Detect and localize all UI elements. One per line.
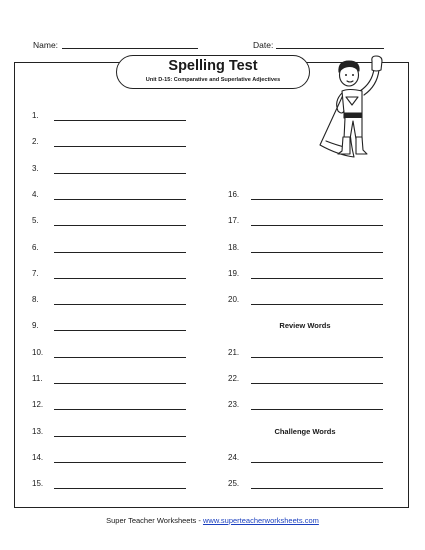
answer-line[interactable] bbox=[251, 199, 383, 200]
answer-line[interactable] bbox=[54, 120, 186, 121]
answer-number: 16. bbox=[228, 189, 240, 199]
answer-number: 9. bbox=[32, 321, 39, 331]
footer-separator: - bbox=[196, 516, 203, 525]
answer-line[interactable] bbox=[251, 409, 383, 410]
answer-line[interactable] bbox=[251, 278, 383, 279]
answer-line[interactable] bbox=[54, 488, 186, 489]
answer-number: 23. bbox=[228, 400, 240, 410]
date-field[interactable] bbox=[276, 48, 384, 49]
answer-number: 2. bbox=[32, 137, 39, 147]
answer-number: 17. bbox=[228, 216, 240, 226]
title-box bbox=[116, 55, 310, 89]
answer-line[interactable] bbox=[251, 462, 383, 463]
footer-link[interactable]: www.superteacherworksheets.com bbox=[202, 516, 319, 525]
answer-line[interactable] bbox=[54, 409, 186, 410]
answer-line[interactable] bbox=[251, 252, 383, 253]
answer-number: 18. bbox=[228, 242, 240, 252]
answer-number: 7. bbox=[32, 268, 39, 278]
challenge-words-heading: Challenge Words bbox=[274, 427, 336, 436]
answer-number: 25. bbox=[228, 479, 240, 489]
answer-number: 14. bbox=[32, 452, 44, 462]
answer-line[interactable] bbox=[251, 488, 383, 489]
answer-number: 13. bbox=[32, 426, 44, 436]
answer-line[interactable] bbox=[251, 383, 383, 384]
answer-line[interactable] bbox=[54, 383, 186, 384]
answer-line[interactable] bbox=[54, 278, 186, 279]
answer-number: 12. bbox=[32, 400, 44, 410]
answer-line[interactable] bbox=[54, 330, 186, 331]
page-title: Spelling Test bbox=[168, 58, 258, 74]
answer-number: 8. bbox=[32, 295, 39, 305]
date-label: Date: bbox=[253, 40, 274, 50]
answer-number: 5. bbox=[32, 216, 39, 226]
answer-line[interactable] bbox=[54, 146, 186, 147]
superhero-icon bbox=[316, 53, 404, 165]
answer-line[interactable] bbox=[251, 304, 383, 305]
answer-line[interactable] bbox=[54, 173, 186, 174]
page-subtitle: Unit D-15: Comparative and Superlative Adjectives bbox=[145, 77, 281, 83]
answer-number: 21. bbox=[228, 347, 240, 357]
answer-line[interactable] bbox=[54, 199, 186, 200]
answer-number: 4. bbox=[32, 189, 39, 199]
review-words-heading: Review Words bbox=[279, 321, 331, 330]
answer-number: 6. bbox=[32, 242, 39, 252]
answer-line[interactable] bbox=[54, 304, 186, 305]
answer-line[interactable] bbox=[54, 252, 186, 253]
answer-line[interactable] bbox=[54, 462, 186, 463]
answer-number: 24. bbox=[228, 452, 240, 462]
answer-number: 11. bbox=[32, 374, 43, 383]
footer bbox=[0, 516, 425, 525]
answer-number: 22. bbox=[228, 374, 240, 383]
answer-number: 19. bbox=[228, 268, 240, 278]
answer-number: 15. bbox=[32, 479, 44, 489]
answer-line[interactable] bbox=[251, 225, 383, 226]
name-field[interactable] bbox=[62, 48, 198, 49]
answer-line[interactable] bbox=[54, 225, 186, 226]
answer-number: 3. bbox=[32, 163, 39, 173]
footer-brand: Super Teacher Worksheets bbox=[106, 516, 197, 525]
answer-number: 10. bbox=[32, 347, 44, 357]
answer-line[interactable] bbox=[54, 436, 186, 437]
answer-line[interactable] bbox=[251, 357, 383, 358]
answer-number: 1. bbox=[32, 111, 39, 120]
answer-number: 20. bbox=[228, 295, 240, 305]
answer-line[interactable] bbox=[54, 357, 186, 358]
name-label: Name: bbox=[33, 40, 59, 50]
